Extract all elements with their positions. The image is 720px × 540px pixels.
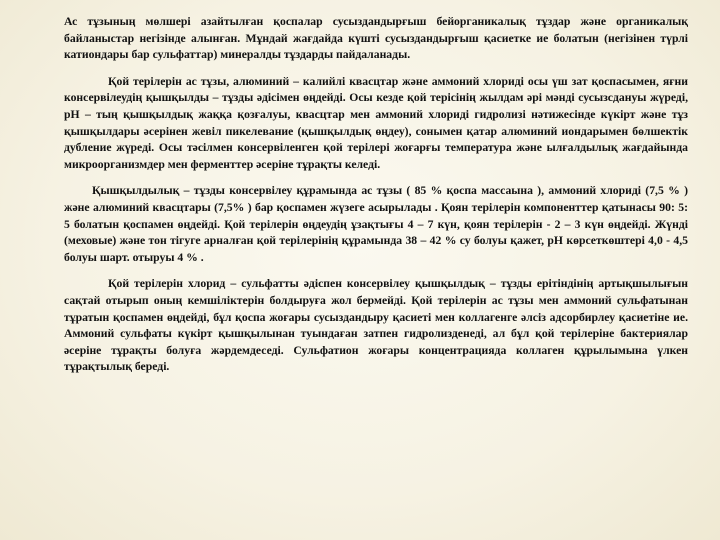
paragraph-1: Ас тұзының мөлшері азайтылған қоспалар сусыздандырғыш бейорганикалық тұздар және органикалық байланыстар негізінде алынған. Мұндай жағдайда күшті сусыздандырғыш қасиетке ие болатын (негізінен түрлі катиондары бар сульфаттар) минералды тұздарды пайдаланады. — [64, 15, 688, 62]
paragraph-3: Қышқылдылық – тұзды консервілеу құрамында ас тұзы ( 85 % қоспа массаына ), аммоний хлориді (7,5 % ) және алюминий квасцтары (7,5% ) бар қоспамен жүзеге асырылады . Қоян терілерін компоненттер қатынасы 90: 5: 5 болатын қоспамен өңдейді. Қой терілерін өңдеудің ұзақтығы 4 – 7 күн, қоян терілерін - 2 – 3 күн өңдейді. Жүнді (меховые) және тон тігуге арналған қой терілерінің құрамында 38 – 42 % су болуы қажет, рН көрсеткөштері 4,0 - 4,5 болуы шарт. отыруы 4 % . — [64, 184, 688, 264]
paragraph-4: Қой терілерін хлорид – сульфатты әдіспен консервілеу қышқылдық – тұзды ерітіндінің артықшылығын сақтай отырып оның кемшіліктерін болдыруға жол бермейді. Қой терілерін ас тұзы мен аммоний сульфатынан тұратын қоспамен өңдейді, бұл қоспа жоғары сусыздандыру қасиеті мен коллагенге әлсіз адсорбирлеу қасиетіне ие. Аммоний сульфаты күкірт қышқылынан туындаған затпен гидролизденеді, ал бұл қой терілеріне бактериялар әсеріне тұрақты болуға жәрдемдеседі. Сульфатион жоғары концентрацияда коллаген құрылымына үлкен тұрақтылық береді. — [64, 277, 688, 374]
text-body — [64, 14, 688, 386]
paragraph-2: Қой терілерін ас тұзы, алюминий – калийлі квасцтар және аммоний хлориді осы үш зат қоспасымен, яғни консервілеудің қышқылды – тұзды әдісімен өңдейді. Осы кезде қой терісінің жылдам әрі мәнді сусызсдануы жүреді, рН – тың қышқылдық жаққа қозғалуы, квасцтар мен аммоний хлориді гидролизі нәтижесінде күкірт және тұз қышқылдары әсерінен жевіл пикелевание (қышқылдық өңдеу), сонымен қатар алюминий иондарымен бөлшектік дубление жүреді. Осы тәсілмен консервіленген қой терілері жоғарғы температура және ылғалдылық жағдайында микроорганизмдер мен ферменттер әсеріне тұрақты келеді. — [64, 74, 688, 171]
